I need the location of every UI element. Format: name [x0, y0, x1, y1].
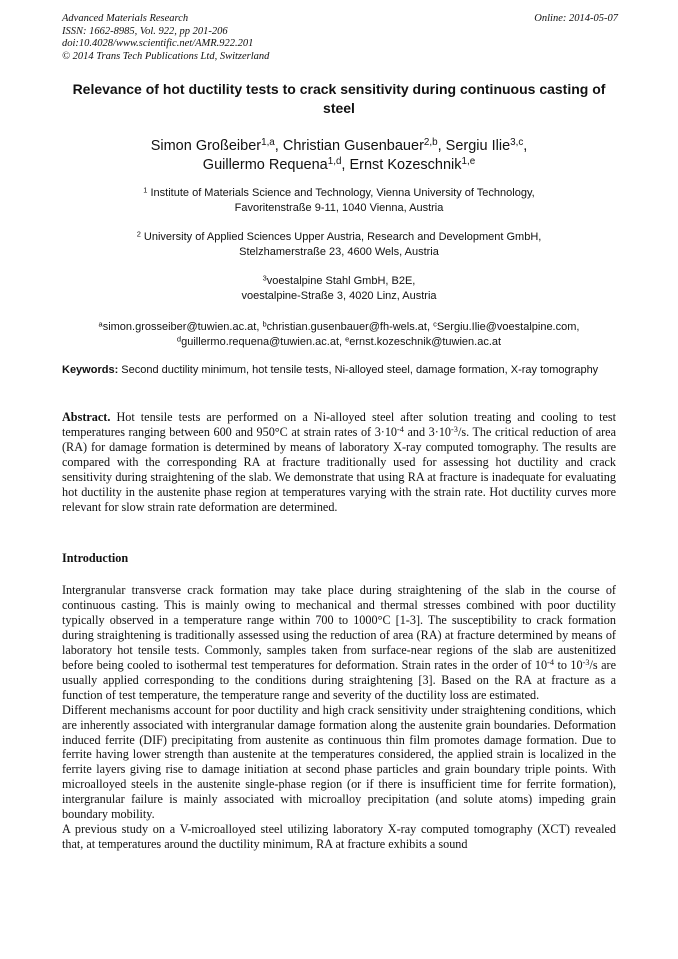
abstract: Abstract. Hot tensile tests are performed on a Ni-alloyed steel after solution treating and cooling to test temperatures ranging between 600 and 950°C at strain rates of $3\cdot 10^{-4}$ and $3\cdot 10^{-3}/s$. The critical reduction of area (RA) for damage formation is determined by means of laboratory X-ray computed tomography. The results are compared with the corresponding RA at fracture traditionally used for assessing hot ductility and crack sensitivity during straightening of the slab. We demonstrate that using RA at fracture is inadequate for evaluating hot ductility in the austenite phase region at temperatures varying with the strain rate. Hot ductility curves more relevant for slow strain rate deformation are determined. [62, 410, 616, 514]
author: Christian Gusenbauer$^{2,b}$, [282, 137, 446, 154]
paragraph: A previous study on a V-microalloyed steel utilizing laboratory X-ray computed tomography (XCT) revealed that, at temperatures around the ductility minimum, RA at fracture exhibits a sound [62, 822, 616, 852]
abstract-label: Abstract. [62, 410, 111, 424]
email-list [62, 320, 616, 349]
author: Guillermo Requena$^{1,d}$, [202, 155, 350, 173]
email-address[interactable]: $^a$simon.grosseiber@tuwien.ac.at, [98, 319, 263, 333]
journal-issn: ISSN: 1662-8985, Vol. 922, pp 201-206 [62, 25, 228, 37]
journal-header [62, 13, 618, 63]
email-address[interactable]: $^c$Sergiu.Ilie@voestalpine.com, [433, 319, 580, 333]
author: Sergiu Ilie$^{3,c}$, [445, 137, 528, 154]
affiliations [62, 186, 616, 319]
paper-title: Relevance of hot ductility tests to crack sensitivity during continuous casting of steel [72, 81, 606, 116]
introduction-body [62, 583, 616, 852]
author-list [62, 137, 616, 174]
keywords [62, 363, 616, 378]
affiliation: $^1$ Institute of Materials Science and Technology, Vienna University of Technology, Favoritenstraße 9-11, 1040 Vienna, Austria [143, 185, 535, 214]
online-date: Online: 2014-05-07 [534, 13, 618, 24]
keywords-text: Second ductility minimum, hot tensile tests, Ni-alloyed steel, damage formation, X-ray tomography [118, 364, 599, 376]
journal-name: Advanced Materials Research [62, 13, 189, 24]
journal-copyright: © 2014 Trans Tech Publications Ltd, Switzerland [62, 50, 270, 62]
section-heading-introduction: Introduction [62, 551, 129, 565]
email-address[interactable]: $^b$christian.gusenbauer@fh-wels.at, [262, 319, 434, 333]
affiliation: $^2$ University of Applied Sciences Upper Austria, Research and Development GmbH, Stelzhamerstraße 23, 4600 Wels, Austria [136, 229, 542, 258]
journal-doi: doi:10.4028/www.scientific.net/AMR.922.201 [62, 38, 254, 50]
keywords-label: Keywords: [62, 364, 119, 376]
email-address[interactable]: $^e$ernst.kozeschnik@tuwien.ac.at [345, 333, 502, 348]
paragraph: Different mechanisms account for poor ductility and high crack sensitivity under straightening conditions, which are inherently associated with intergranular damage formation along the austenite grain boundaries. Deformation induced ferrite (DIF) precipitating from austenite as continuous thin film promotes damage formation. Due to ferrite having lower strength than austenite at the temperatures considered, the applied strain is localized in the ferrite layers giving rise to damage initiation at second phase particles and grain boundary triple points. With microalloyed steels in the austenite single-phase region (or if there is insufficient time for ferrite formation), intergranular failure is mainly associated with microalloy precipitation (and solute atoms) impeding grain boundary mobility. [62, 702, 616, 822]
affiliation: $^3$voestalpine Stahl GmbH, B2E, voestalpine-Straße 3, 4020 Linz, Austria [241, 273, 437, 302]
author: Ernst Kozeschnik$^{1,e}$ [349, 155, 476, 173]
email-address[interactable]: $^d$guillermo.requena@tuwien.ac.at, [176, 333, 346, 348]
paragraph: Intergranular transverse crack formation may take place during straightening of the slab in the course of continuous casting. This is mainly owing to mechanical and thermal stresses combined with poor ductility typically observed in a temperature range within 700 to 1000°C [1-3]. The susceptibility to crack formation during straightening is traditionally assessed using the reduction of area (RA) at fracture determined by means of laboratory hot tensile tests. Commonly, samples taken from surface-near regions of the slab are austenitized before being cooled to isothermal test temperatures for deformation. Strain rates in the order of $10^{-4}$ to $10^{-3}/s$ are usually applied corresponding to the conditions during straightening [3]. Based on the RA at fracture as a function of test temperature, the temperature range and severity of the ductility loss are estimated. [62, 583, 617, 702]
author: Simon Großeiber$^{1,a}$, [150, 137, 283, 154]
